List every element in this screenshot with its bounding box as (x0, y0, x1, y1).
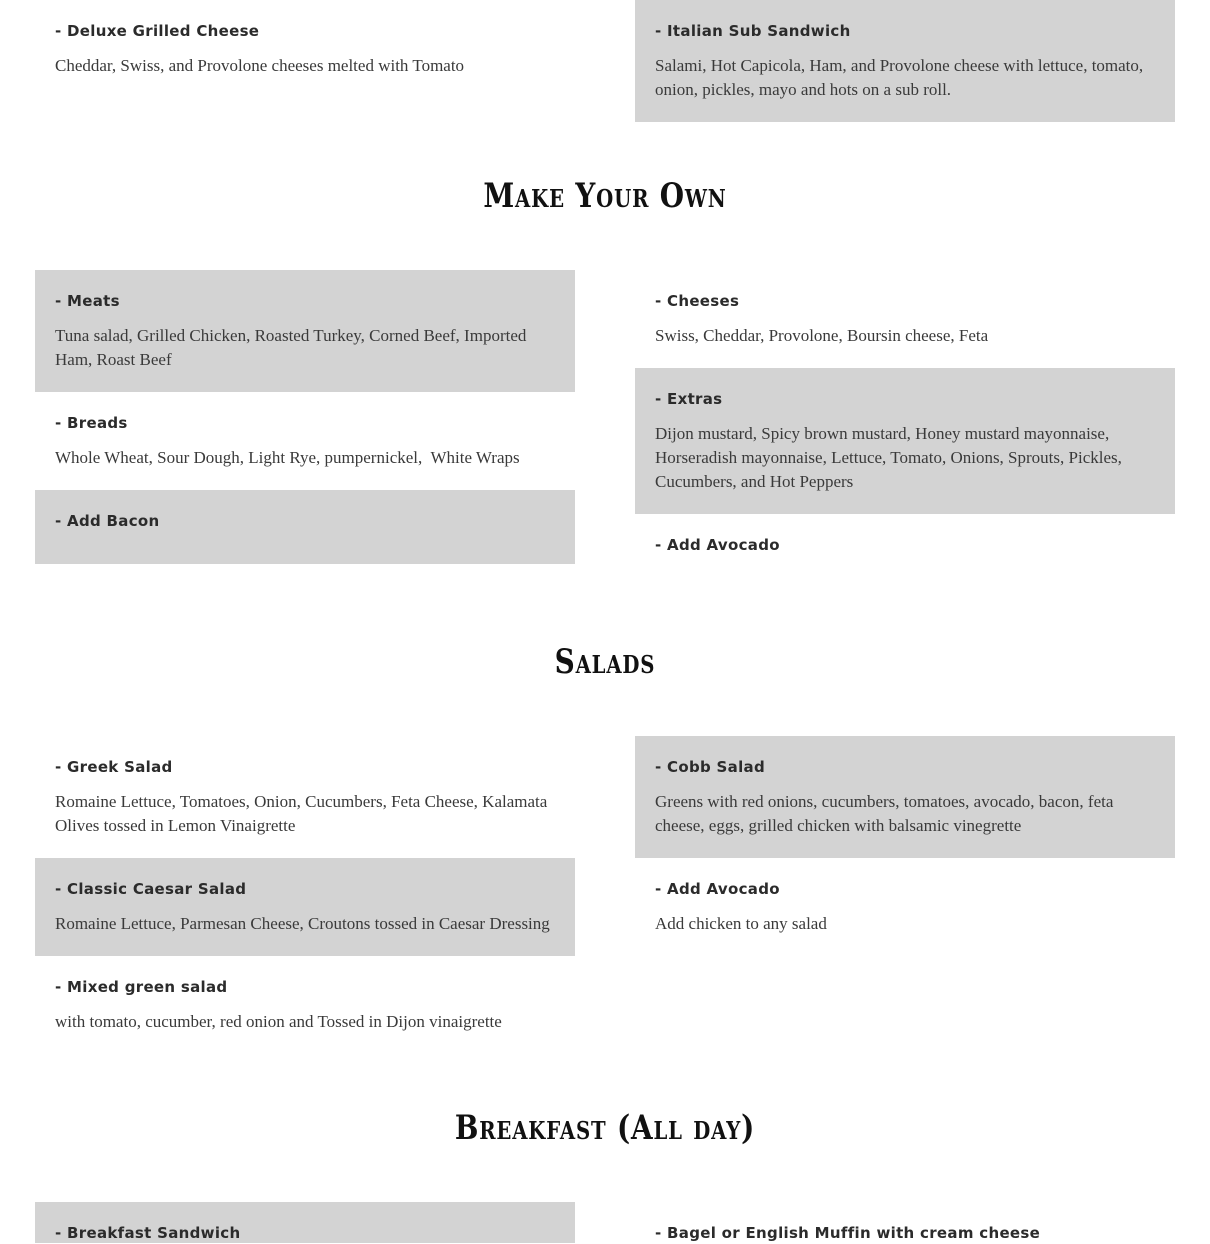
menu-item-title: - Greek Salad (55, 758, 173, 776)
menu-item-title: - Meats (55, 292, 120, 310)
menu-item-breads (35, 392, 575, 490)
menu-item-extras (635, 368, 1175, 514)
menu-item-description: Swiss, Cheddar, Provolone, Boursin cheese, Feta (655, 326, 989, 345)
menu-item-title: - Cheeses (655, 292, 740, 310)
menu-item-salad-add-avocado (635, 858, 1175, 956)
menu-item-bagel-or-english-muffin (635, 1202, 1175, 1243)
menu-item-mixed-green-salad (35, 956, 575, 1054)
menu-item-description: Add chicken to any salad (655, 914, 827, 933)
menu-item-title: - Mixed green salad (55, 978, 228, 996)
menu-item-cobb-salad (635, 736, 1175, 858)
menu-item-description: Greens with red onions, cucumbers, tomatoes, avocado, bacon, feta cheese, eggs, grilled chicken with balsamic vinegrette (655, 792, 1114, 835)
menu-item-description: Salami, Hot Capicola, Ham, and Provolone cheese with lettuce, tomato, onion, pickles, mayo and hots on a sub roll. (655, 56, 1144, 99)
menu-item-description: with tomato, cucumber, red onion and Tossed in Dijon vinaigrette (55, 1012, 502, 1031)
menu-item-deluxe-grilled-cheese (35, 0, 575, 122)
menu-item-breakfast-sandwich (35, 1202, 575, 1243)
menu-item-title: - Add Bacon (55, 512, 160, 530)
menu-item-meats (35, 270, 575, 392)
menu-item-description: Tuna salad, Grilled Chicken, Roasted Turkey, Corned Beef, Imported Ham, Roast Beef (55, 326, 527, 369)
menu-item-description: Whole Wheat, Sour Dough, Light Rye, pumpernickel, White Wraps (55, 448, 520, 467)
menu-item-title: - Classic Caesar Salad (55, 880, 247, 898)
menu-item-title: - Bagel or English Muffin with cream cheese (655, 1224, 1041, 1242)
menu-item-description: Romaine Lettuce, Tomatoes, Onion, Cucumbers, Feta Cheese, Kalamata Olives tossed in Lemon Vinaigrette (55, 792, 548, 835)
section-heading-make-your-own: Make Your Own (483, 176, 727, 216)
menu-item-description: Romaine Lettuce, Parmesan Cheese, Croutons tossed in Caesar Dressing (55, 914, 550, 933)
menu-item-greek-salad (35, 736, 575, 858)
menu-item-italian-sub-sandwich (635, 0, 1175, 122)
menu-item-title: - Add Avocado (655, 880, 780, 898)
menu-item-cheeses (635, 270, 1175, 368)
section-heading-breakfast: Breakfast (All day) (454, 1108, 756, 1148)
menu-item-title: - Breakfast Sandwich (55, 1224, 241, 1242)
menu-item-title: - Italian Sub Sandwich (655, 22, 851, 40)
menu-item-add-bacon (35, 490, 575, 564)
menu-item-classic-caesar-salad (35, 858, 575, 956)
section-heading-salads: Salads (554, 642, 656, 682)
menu-item-title: - Cobb Salad (655, 758, 765, 776)
menu-item-description: Dijon mustard, Spicy brown mustard, Honey mustard mayonnaise, Horseradish mayonnaise, Lettuce, Tomato, Onions, Sprouts, Pickles, Cucumbers, and Hot Peppers (655, 424, 1122, 491)
menu-item-title: - Add Avocado (655, 536, 780, 554)
menu-item-description: Cheddar, Swiss, and Provolone cheeses melted with Tomato (55, 56, 465, 75)
menu-item-title: - Extras (655, 390, 723, 408)
menu-item-title: - Breads (55, 414, 128, 432)
menu-item-add-avocado (635, 514, 1175, 588)
menu-item-title: - Deluxe Grilled Cheese (55, 22, 260, 40)
